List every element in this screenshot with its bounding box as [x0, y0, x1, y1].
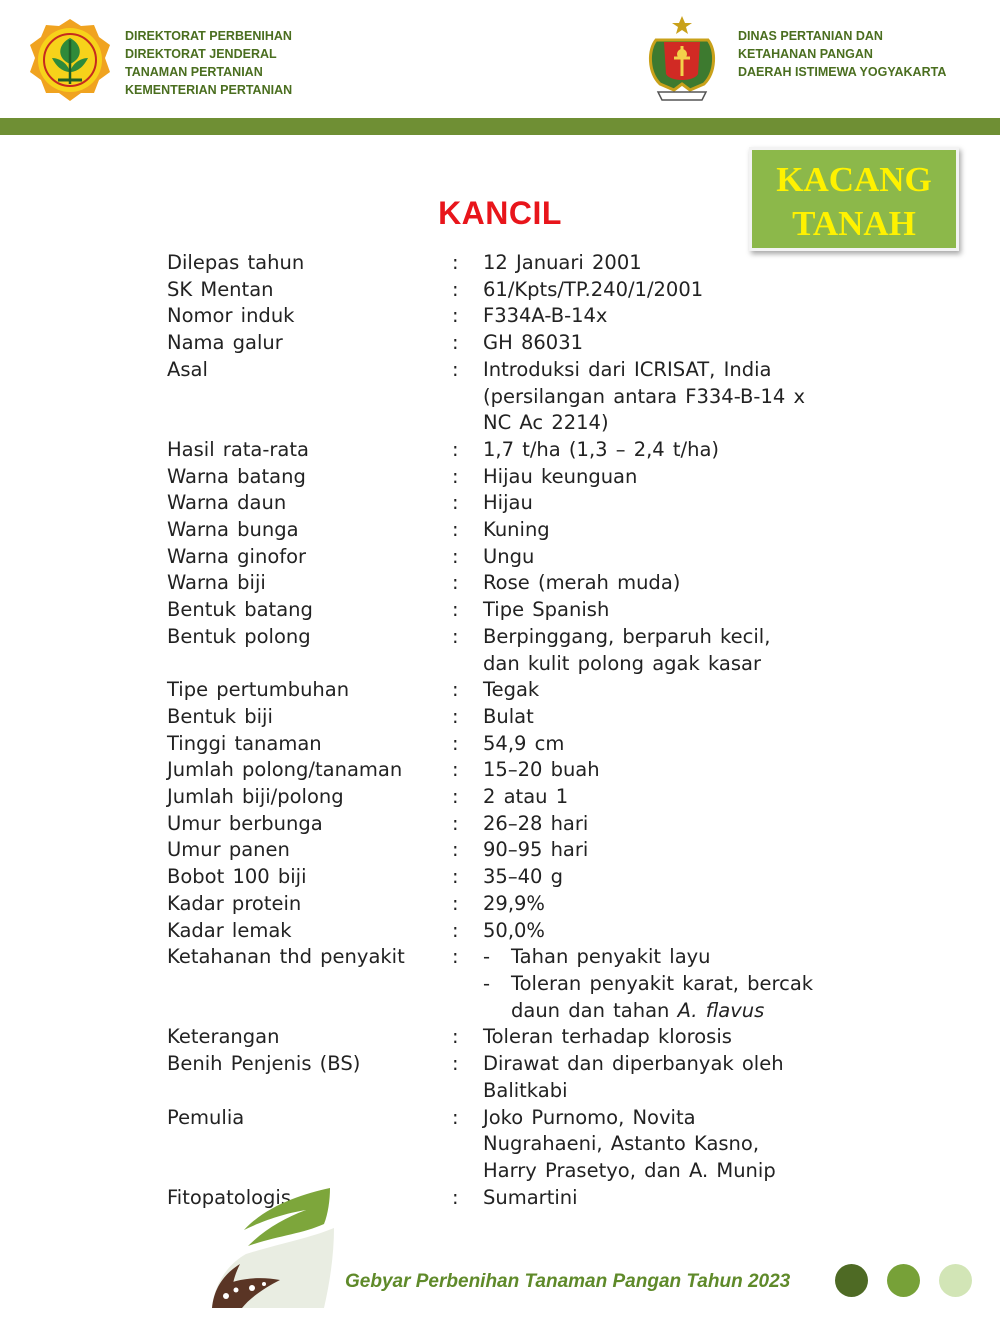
spec-value [483, 544, 867, 571]
page-header [0, 0, 1000, 118]
spec-value-line: Ungu [483, 544, 535, 568]
decorative-dot-light [939, 1264, 972, 1297]
spec-row [167, 517, 867, 544]
bullet-dash: - [483, 945, 491, 969]
spec-row [167, 811, 867, 838]
spec-value-line: Rose (merah muda) [483, 571, 681, 595]
spec-value [483, 944, 867, 1024]
spec-value-line: Joko Purnomo, Novita [483, 1105, 696, 1129]
spec-row [167, 597, 867, 624]
spec-separator: : [452, 357, 459, 381]
left-organization-name: DIREKTORAT PERBENIHAN DIREKTORAT JENDERAL TANAMAN PERTANIAN KEMENTERIAN PERTANIAN [125, 29, 293, 97]
spec-label: Keterangan [167, 1025, 280, 1049]
spec-label: Tinggi tanaman [167, 731, 322, 755]
spec-label: Ketahanan thd penyakit [167, 945, 405, 969]
spec-value [483, 918, 867, 945]
spec-value [483, 811, 867, 838]
spec-separator: : [452, 785, 459, 809]
spec-value-line: Kuning [483, 518, 550, 542]
spec-separator: : [452, 571, 459, 595]
spec-value-line: 29,9% [483, 891, 545, 915]
spec-row [167, 570, 867, 597]
spec-label: Nomor induk [167, 304, 295, 328]
spec-value-line: Bulat [483, 704, 534, 728]
spec-row [167, 303, 867, 330]
spec-separator: : [452, 251, 459, 274]
spec-value [483, 624, 867, 677]
spec-label: Bentuk batang [167, 598, 313, 622]
spec-label: Warna bunga [167, 518, 299, 542]
spec-value [483, 303, 867, 330]
spec-separator: : [452, 491, 459, 515]
ministry-agriculture-logo [28, 18, 112, 102]
spec-row [167, 544, 867, 571]
bullet-dash: - [483, 971, 491, 995]
spec-row [167, 624, 867, 677]
spec-label: Tipe pertumbuhan [167, 678, 350, 702]
spec-row [167, 1051, 867, 1104]
disease-item: Toleran penyakit karat, bercak daun dan tahan A. flavus [511, 971, 814, 1022]
spec-row [167, 891, 867, 918]
event-footer-text: Gebyar Perbenihan Tanaman Pangan Tahun 2023 [345, 1271, 791, 1292]
spec-value-line: Balitkabi [483, 1078, 568, 1102]
spec-separator: : [452, 1052, 459, 1076]
spec-value-line: Nugrahaeni, Astanto Kasno, [483, 1132, 760, 1156]
italic-species-name: A. flavus [677, 998, 765, 1022]
spec-row [167, 1024, 867, 1051]
spec-label: Hasil rata-rata [167, 437, 309, 461]
spec-value-line: GH 86031 [483, 331, 584, 355]
spec-value [483, 1185, 867, 1212]
spec-value [483, 597, 867, 624]
spec-label: SK Mentan [167, 277, 274, 301]
spec-value-line: Tegak [483, 678, 540, 702]
spec-value [483, 250, 867, 277]
spec-value [483, 1105, 867, 1185]
yogyakarta-emblem [644, 14, 720, 104]
header-divider-bar [0, 118, 1000, 135]
leaf-decoration-icon [206, 1184, 341, 1312]
spec-separator: : [452, 865, 459, 889]
spec-value [483, 677, 867, 704]
spec-row [167, 277, 867, 304]
spec-value [483, 570, 867, 597]
spec-label: Warna biji [167, 571, 266, 595]
spec-separator: : [452, 758, 459, 782]
spec-value [483, 837, 867, 864]
spec-row [167, 918, 867, 945]
decorative-dot-dark [835, 1264, 868, 1297]
spec-label: Benih Penjenis (BS) [167, 1052, 361, 1076]
spec-value [483, 437, 867, 464]
spec-row [167, 757, 867, 784]
spec-row [167, 704, 867, 731]
spec-label: Jumlah polong/tanaman [167, 758, 403, 782]
spec-value [483, 1024, 867, 1051]
spec-separator: : [452, 704, 459, 728]
spec-value [483, 277, 867, 304]
spec-value-line: Dirawat dan diperbanyak oleh [483, 1052, 784, 1076]
spec-label: Warna daun [167, 491, 287, 515]
spec-value-line: 12 Januari 2001 [483, 251, 642, 274]
spec-value-line: Hijau keunguan [483, 464, 638, 488]
spec-value [483, 891, 867, 918]
spec-row [167, 250, 867, 277]
spec-separator: : [452, 331, 459, 355]
spec-separator: : [452, 544, 459, 568]
commodity-badge-line1: KACANG [776, 160, 932, 199]
spec-label: Bentuk polong [167, 624, 311, 648]
spec-value-line: Berpinggang, berparuh kecil, [483, 624, 771, 648]
spec-value [483, 731, 867, 758]
spec-separator: : [452, 624, 459, 648]
spec-value [483, 784, 867, 811]
spec-row [167, 837, 867, 864]
spec-label: Warna batang [167, 464, 306, 488]
spec-value [483, 864, 867, 891]
spec-row [167, 784, 867, 811]
spec-value-line: F334A-B-14x [483, 304, 608, 328]
spec-value-line: 50,0% [483, 918, 545, 942]
spec-value-line: 90–95 hari [483, 838, 589, 862]
right-organization-name: DINAS PERTANIAN DAN KETAHANAN PANGAN DAERAH ISTIMEWA YOGYAKARTA [738, 29, 947, 79]
spec-separator: : [452, 891, 459, 915]
spec-label: Kadar lemak [167, 918, 292, 942]
spec-label: Nama galur [167, 331, 283, 355]
spec-label: Pemulia [167, 1105, 245, 1129]
spec-value [483, 1051, 867, 1104]
spec-value [483, 757, 867, 784]
spec-label: Warna ginofor [167, 544, 307, 568]
variety-title: KANCIL [438, 195, 562, 231]
spec-separator: : [452, 945, 459, 969]
spec-value-line: 54,9 cm [483, 731, 565, 755]
spec-value-line: Toleran terhadap klorosis [483, 1025, 732, 1049]
spec-value-line: 61/Kpts/TP.240/1/2001 [483, 277, 704, 301]
disease-item: Tahan penyakit layu [511, 945, 711, 969]
spec-separator: : [452, 277, 459, 301]
spec-value-line: 2 atau 1 [483, 785, 569, 809]
spec-value [483, 490, 867, 517]
spec-value [483, 330, 867, 357]
spec-value-line: 15–20 buah [483, 758, 600, 782]
spec-separator: : [452, 1185, 459, 1209]
specification-list [167, 250, 867, 1211]
spec-value-line: Harry Prasetyo, dan A. Munip [483, 1158, 776, 1182]
spec-row [167, 864, 867, 891]
spec-row [167, 437, 867, 464]
spec-label: Umur berbunga [167, 811, 323, 835]
spec-separator: : [452, 1105, 459, 1129]
spec-row [167, 677, 867, 704]
spec-value-line: 26–28 hari [483, 811, 589, 835]
spec-label: Jumlah biji/polong [167, 785, 344, 809]
spec-value [483, 357, 867, 437]
spec-value-line: dan kulit polong agak kasar [483, 651, 762, 675]
spec-separator: : [452, 918, 459, 942]
commodity-badge-line2: TANAH [792, 204, 916, 243]
spec-value-line: 35–40 g [483, 865, 563, 889]
spec-value [483, 517, 867, 544]
spec-label: Umur panen [167, 838, 290, 862]
spec-row-disease-resistance [167, 944, 867, 1024]
spec-row [167, 490, 867, 517]
spec-row [167, 357, 867, 437]
spec-value-line: NC Ac 2214) [483, 411, 609, 435]
spec-value-line: 1,7 t/ha (1,3 – 2,4 t/ha) [483, 437, 720, 461]
spec-row [167, 1105, 867, 1185]
spec-label: Fitopatologis [167, 1185, 291, 1209]
spec-value [483, 704, 867, 731]
spec-row [167, 731, 867, 758]
decorative-dot-medium [887, 1264, 920, 1297]
spec-label: Dilepas tahun [167, 251, 305, 274]
spec-value-line: Hijau [483, 491, 533, 515]
spec-value-line: Tipe Spanish [483, 598, 610, 622]
spec-separator: : [452, 437, 459, 461]
spec-label: Bentuk biji [167, 704, 273, 728]
spec-separator: : [452, 464, 459, 488]
spec-separator: : [452, 598, 459, 622]
spec-value-line: Sumartini [483, 1185, 578, 1209]
spec-value [483, 464, 867, 491]
spec-label: Asal [167, 357, 208, 381]
spec-label: Kadar protein [167, 891, 302, 915]
spec-value-line: (persilangan antara F334-B-14 x [483, 384, 805, 408]
spec-separator: : [452, 518, 459, 542]
spec-separator: : [452, 811, 459, 835]
spec-row [167, 330, 867, 357]
spec-separator: : [452, 838, 459, 862]
spec-row [167, 464, 867, 491]
spec-value-line: Introduksi dari ICRISAT, India [483, 357, 772, 381]
spec-separator: : [452, 731, 459, 755]
spec-separator: : [452, 678, 459, 702]
spec-separator: : [452, 304, 459, 328]
spec-separator: : [452, 1025, 459, 1049]
spec-label: Bobot 100 biji [167, 865, 307, 889]
